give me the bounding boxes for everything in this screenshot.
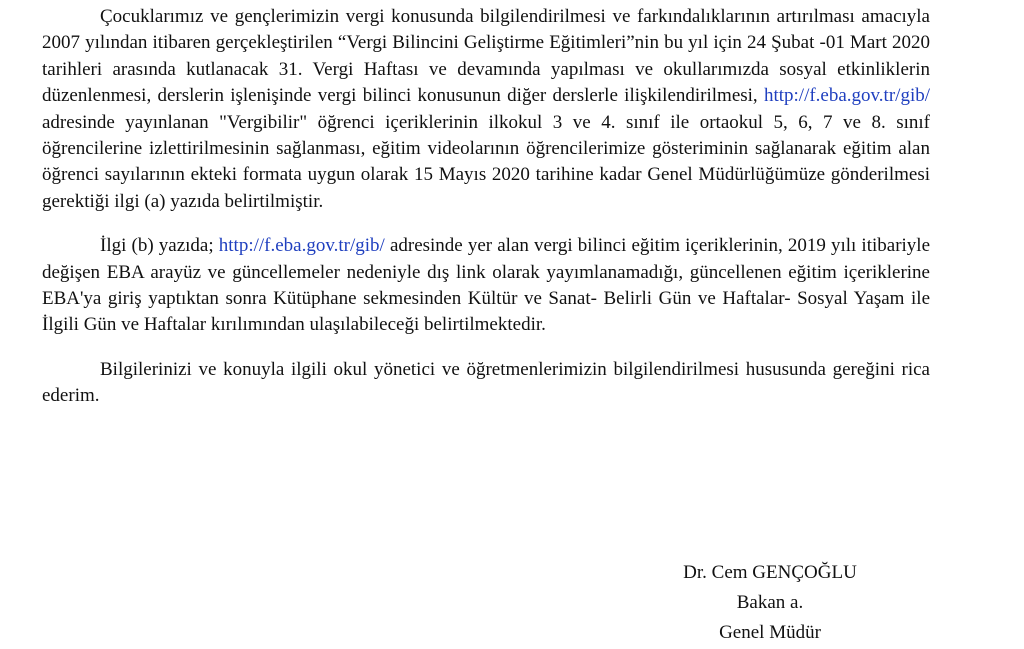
paragraph-2: [42, 233, 930, 339]
signer-name: Dr. Cem GENÇOĞLU: [683, 562, 857, 583]
signer-title-1: Bakan a.: [736, 592, 804, 613]
paragraph-3: Bilgilerinizi ve konuyla ilgili okul yönetici ve öğretmenlerimizin bilgilendirilmesi hususunda gereğini rica ederim.: [42, 358, 930, 407]
paragraph-1-text-cont: adresinde yayınlanan "Vergibilir" öğrenci içeriklerinin ilkokul 3 ve 4. sınıf ile ortaokul 5, 6, 7 ve 8. sınıf öğrencilerine izlettirilmesinin sağlanması, eğitim videolarının öğrencilerimize gösteriminin sağlanarak eğitim alan öğrenci sayılarının ekteki formata uygun olarak 15 Mayıs 2020 tarihine kadar Genel Müdürlüğümüze gönderilmesi gerektiği ilgi (a) yazıda belirtilmiştir.: [42, 111, 930, 212]
paragraph-2-text-cont: adresinde yer alan vergi bilinci eğitim içeriklerinin, 2019 yılı itibariyle değişen EBA arayüz ve güncellemeler nedeniyle dış link olarak yayımlanamadığı, güncellenen eğitim içeriklerine EBA'ya giriş yaptıktan sonra Kütüphane sekmesinden Kültür ve Sanat- Belirli Gün ve Haftalar- Sosyal Yaşam ile İlgili Gün ve Haftalar kırılımından ulaşılabileceği belirtilmektedir.: [42, 235, 931, 336]
eba-link-2[interactable]: http://f.eba.gov.tr/gib/: [218, 235, 385, 257]
paragraph-1-text: Çocuklarımız ve gençlerimizin vergi konusunda bilgilendirilmesi ve farkındalıklarının artırılması amacıyla 2007 yılından itibaren gerçekleştirilen “Vergi Bilincini Geliştirme Eğitimleri”nin bu yıl için 24 Şubat -01 Mart 2020 tarihleri arasında kutlanacak 31. Vergi Haftası ve devamında yapılması ve okullarımızda sosyal etkinliklerin düzenlenmesi, derslerin işlenişinde vergi bilinci konusunun diğer derslerle ilişkilendirilmesi,: [42, 6, 930, 107]
paragraph-1: [42, 4, 930, 215]
eba-link-1[interactable]: http://f.eba.gov.tr/gib/: [763, 85, 930, 107]
signature-block: [620, 558, 920, 648]
paragraph-2-text: İlgi (b) yazıda;: [100, 235, 214, 257]
letter-body: [42, 4, 930, 410]
signer-title-2: Genel Müdür: [719, 622, 821, 643]
